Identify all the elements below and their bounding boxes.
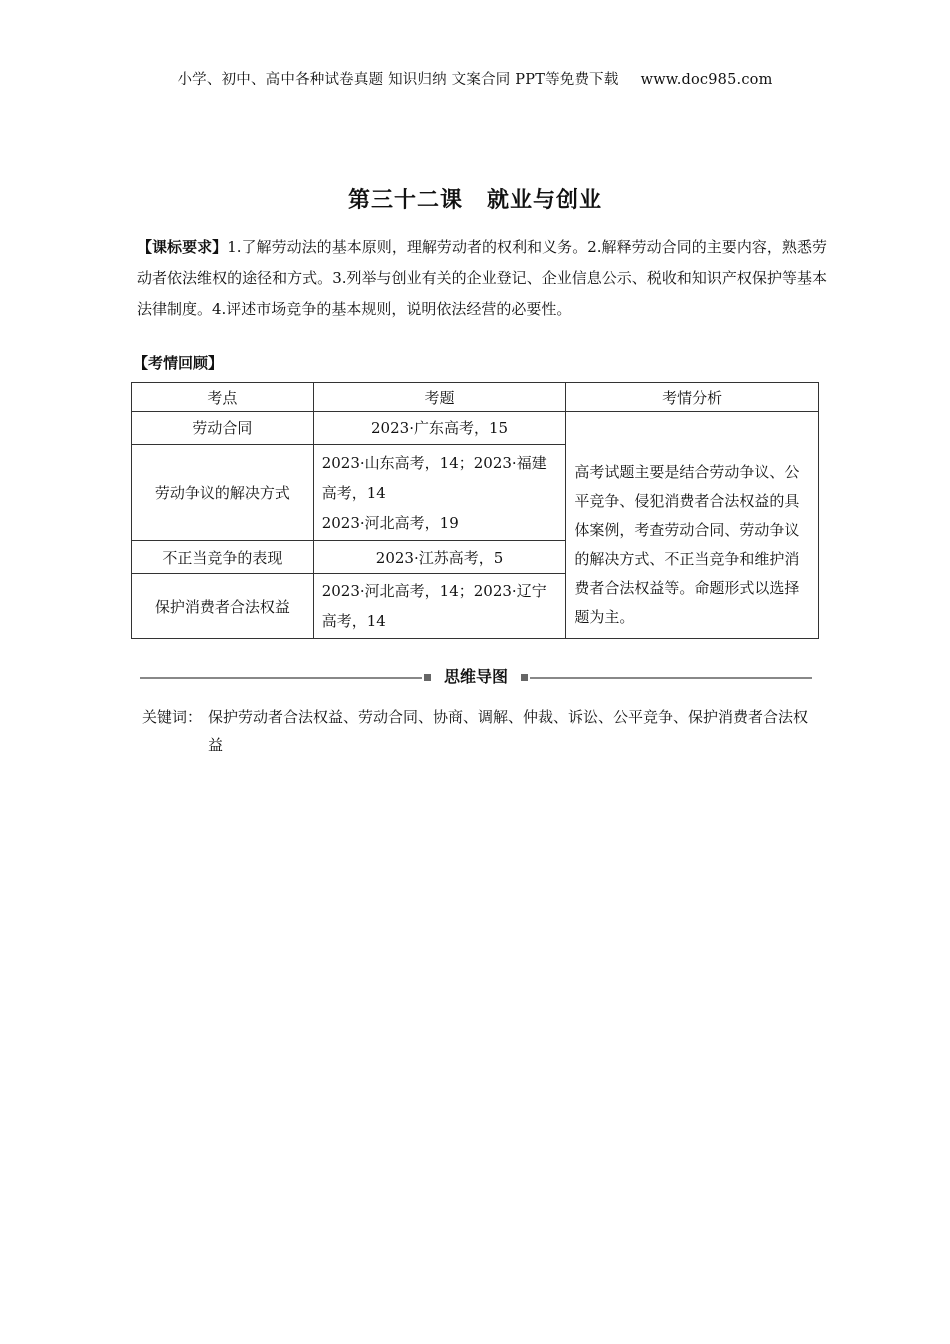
divider-line-right (530, 677, 812, 679)
table-row (132, 412, 819, 445)
exam-entry: 2023·河北高考，19 (321, 513, 459, 532)
requirements-text: 1.了解劳动法的基本原则，理解劳动者的权利和义务。2.解释劳动合同的主要内容，熟悉劳动者依法维权的途径和方式。3.列举与创业有关的企业登记、企业信息公示、税收和知识产权保护等基本法律制度。4.评述市场竞争的基本规则，说明依法经营的必要性。 (137, 238, 827, 318)
lesson-title (0, 183, 950, 214)
header-exams: 考题 (313, 383, 566, 412)
analysis-cell (566, 412, 819, 639)
header-analysis: 考情分析 (566, 383, 819, 412)
exams-cell: 2023·江苏高考，5 (313, 541, 566, 574)
exams-cell: 2023·广东高考，15 (313, 412, 566, 445)
analysis-text: 高考试题主要是结合劳动争议、公平竞争、侵犯消费者合法权益的具体案例，考查劳动合同、劳动争议的解决方式、不正当竞争和维护消费者合法权益等。命题形式以选择题为主。 (574, 463, 800, 626)
exam-entry: 2023·山东高考，14；2023·福建高考，14 (321, 453, 547, 502)
lesson-number: 第三十二课 (347, 188, 463, 213)
exam-review-table (131, 382, 819, 639)
point-cell: 不正当竞争的表现 (132, 541, 314, 574)
header-point: 考点 (132, 383, 314, 412)
requirements-label: 【课标要求】 (137, 238, 228, 256)
curriculum-requirements (137, 232, 827, 325)
table-header-row (132, 383, 819, 412)
square-bullet-icon (424, 674, 431, 681)
point-cell: 劳动争议的解决方式 (132, 444, 314, 541)
keywords-text: 保护劳动者合法权益、劳动合同、协商、调解、仲裁、诉讼、公平竞争、保护消费者合法权益 (208, 708, 809, 754)
review-label: 【考情回顾】 (133, 354, 224, 372)
exams-cell (313, 444, 566, 541)
mindmap-heading: 思维导图 (443, 667, 508, 686)
header-text: 小学、初中、高中各种试卷真题 知识归纳 文案合同 PPT等免费下载 (177, 72, 619, 88)
lesson-name: 就业与创业 (487, 188, 603, 213)
mindmap-divider (140, 664, 812, 690)
page-header (0, 68, 950, 89)
header-url[interactable]: www.doc985.com (640, 72, 773, 88)
divider-line-left (140, 677, 422, 679)
point-cell: 劳动合同 (132, 412, 314, 445)
square-bullet-icon (521, 674, 528, 681)
point-cell: 保护消费者合法权益 (132, 574, 314, 639)
exams-cell: 2023·河北高考，14；2023·辽宁高考，14 (313, 574, 566, 639)
keywords (142, 703, 822, 759)
keywords-label: 关键词： (142, 708, 203, 726)
